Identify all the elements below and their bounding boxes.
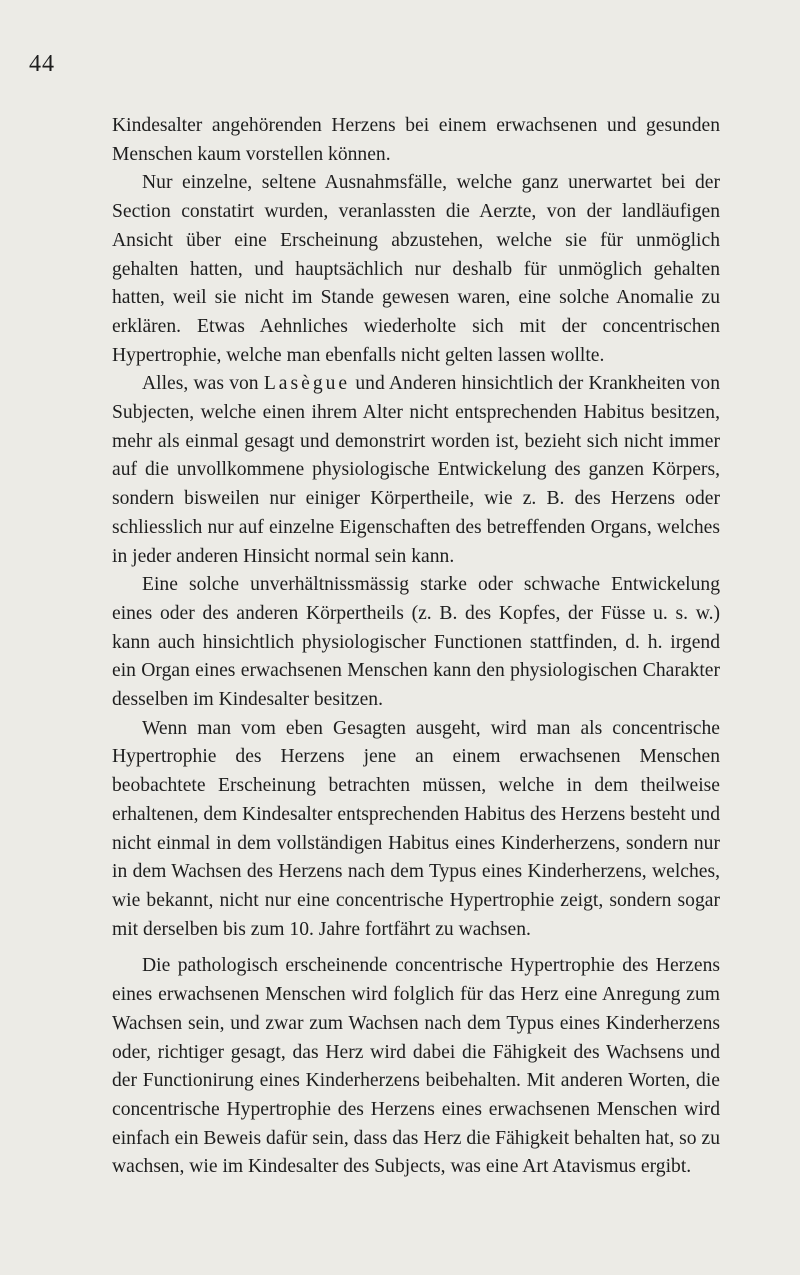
body-text: [112, 112, 720, 1182]
paragraph-3: [112, 370, 720, 571]
paragraph-2: Nur einzelne, seltene Ausnahmsfälle, welche ganz unerwartet bei der Section constatirt wurden, veranlassten die Aerzte, von der landläufigen Ansicht über eine Erscheinung abzustehen, welche sie für unmöglich gehalten hatten, und hauptsächlich nur deshalb für unmöglich gehalten hatten, weil sie nicht im Stande gewesen waren, eine solche Anomalie zu erklären. Etwas Aehnliches wiederholte sich mit der concentrischen Hypertrophie, welche man ebenfalls nicht gelten lassen wollte.: [112, 172, 720, 366]
paragraph-3-after: und Anderen hinsichtlich der Krankheiten von Subjecten, welche einen ihrem Alter nicht entsprechenden Habitus besitzen, mehr als einmal gesagt und demonstrirt worden ist, bezieht sich nicht immer auf die unvollkommene physiologische Entwickelung des ganzen Körpers, sondern bisweilen nur einiger Körpertheile, wie z. B. des Herzens oder schliesslich nur auf einzelne Eigenschaften des betreffenden Organs, welches in jeder anderen Hinsicht normal sein kann.: [112, 373, 720, 567]
page-number: 44: [29, 51, 55, 77]
paragraph-3-before: Alles, was von: [142, 373, 264, 395]
paragraph-4: Eine solche unverhältnissmässig starke oder schwache Entwickelung eines oder des anderen Körpertheils (z. B. des Kopfes, der Füsse u. s. w.) kann auch hinsichtlich physiologischer Functionen stattfinden, d. h. irgend ein Organ eines erwachsenen Menschen kann den physiologischen Charakter desselben im Kindesalter besitzen.: [112, 574, 720, 711]
paragraph-1: Kindesalter angehörenden Herzens bei einem erwachsenen und gesunden Menschen kaum vorstellen können.: [112, 115, 720, 165]
author-name-lasegue: Lasègue: [263, 373, 351, 395]
paragraph-6: Die pathologisch erscheinende concentrische Hypertrophie des Herzens eines erwachsenen Menschen wird folglich für das Herz eine Anregung zum Wachsen sein, und zwar zum Wachsen nach dem Typus eines Kinderherzens oder, richtiger gesagt, das Herz wird dabei die Fähigkeit des Wachsens und der Functionirung eines Kinderherzens beibehalten. Mit anderen Worten, die concentrische Hypertrophie des Herzens eines erwachsenen Menschen wird einfach ein Beweis dafür sein, dass das Herz die Fähigkeit behalten hat, so zu wachsen, wie im Kindesalter des Subjects, was eine Art Atavismus ergibt.: [112, 955, 720, 1178]
paragraph-5: Wenn man vom eben Gesagten ausgeht, wird man als concentrische Hypertrophie des Herzens jene an einem erwachsenen Menschen beobachtete Erscheinung betrachten müssen, welche in dem theilweise erhaltenen, dem Kindesalter entsprechenden Habitus des Herzens besteht und nicht einmal in dem vollständigen Habitus eines Kinderherzens, sondern nur in dem Wachsen des Herzens nach dem Typus eines Kinderherzens, welches, wie bekannt, nicht nur eine concentrische Hypertrophie zeigt, sondern sogar mit derselben bis zum 10. Jahre fortfährt zu wachsen.: [112, 717, 720, 940]
